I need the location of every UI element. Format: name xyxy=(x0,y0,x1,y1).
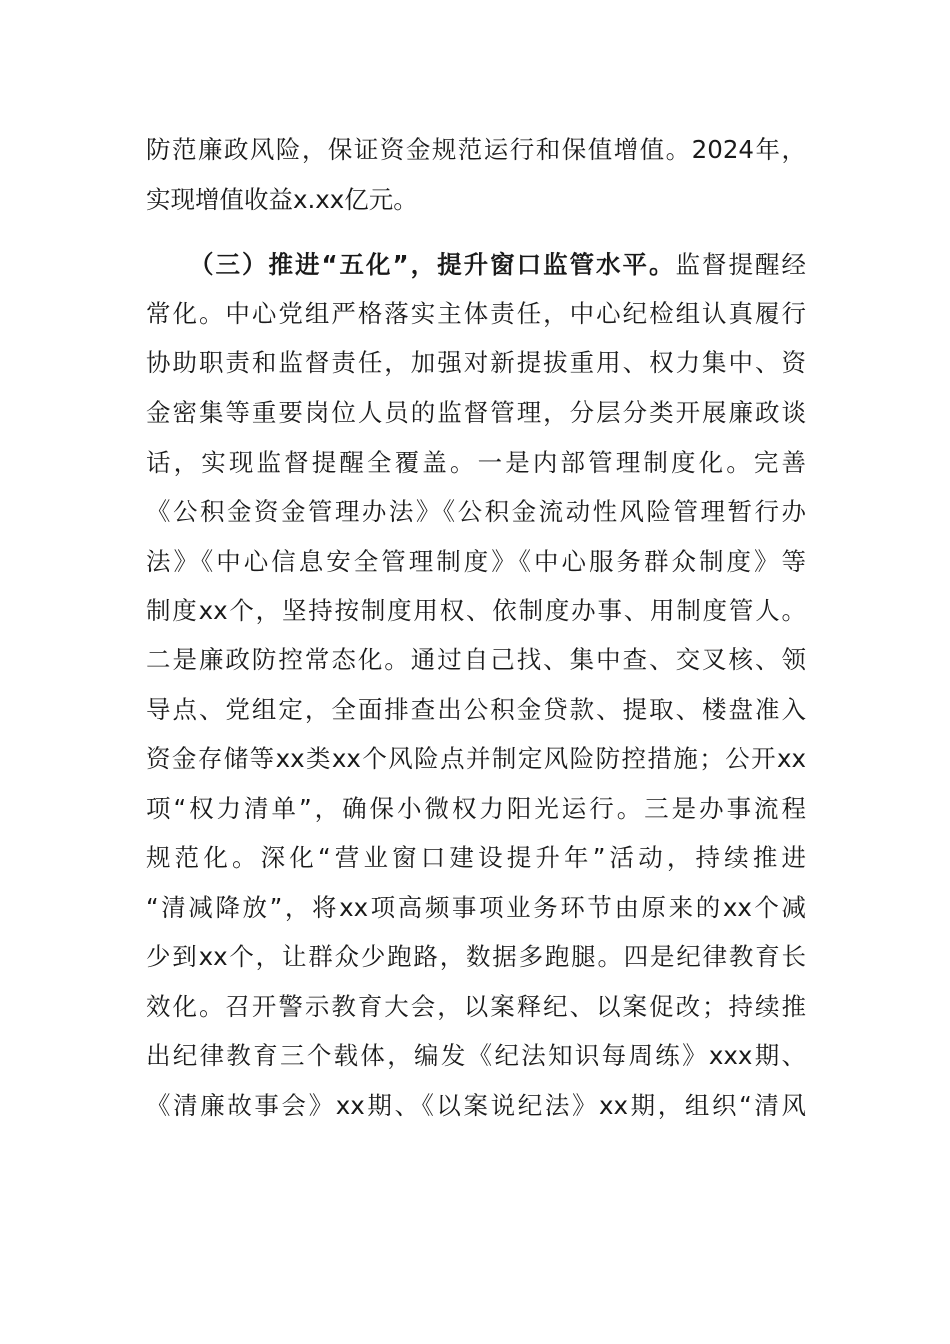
paragraph-2-line-14: “清减降放”，将xx项高频事项业务环节由原来的xx个减 xyxy=(146,893,806,922)
paragraph-2-line-3: 协助职责和监督责任，加强对新提拔重用、权力集中、资 xyxy=(146,348,806,377)
paragraph-2-line-15: 少到xx个，让群众少跑路，数据多跑腿。四是纪律教育长 xyxy=(146,942,806,971)
paragraph-2-line-7: 法》《中心信息安全管理制度》《中心服务群众制度》等 xyxy=(146,547,806,576)
paragraph-2-line-16: 效化。召开警示教育大会，以案释纪、以案促改；持续推 xyxy=(146,992,806,1021)
paragraph-2-line-13: 规范化。深化“营业窗口建设提升年”活动，持续推进 xyxy=(146,843,806,872)
paragraph-2-line-6: 《公积金资金管理办法》《公积金流动性风险管理暂行办 xyxy=(146,497,806,526)
paragraph-2-line-8: 制度xx个，坚持按制度用权、依制度办事、用制度管人。 xyxy=(146,596,806,625)
paragraph-2-line-12: 项“权力清单”，确保小微权力阳光运行。三是办事流程 xyxy=(146,794,806,823)
paragraph-1-line-2: 实现增值收益x.xx亿元。 xyxy=(146,185,418,214)
paragraph-2-line-18: 《清廉故事会》xx期、《以案说纪法》xx期，组织“清风 xyxy=(146,1091,806,1120)
paragraph-2-line-9: 二是廉政防控常态化。通过自己找、集中查、交叉核、领 xyxy=(146,645,806,674)
paragraph-2-line-4: 金密集等重要岗位人员的监督管理，分层分类开展廉政谈 xyxy=(146,398,806,427)
section-heading: （三）推进“五化”，提升窗口监管水平。 xyxy=(189,250,676,279)
paragraph-2-line-10: 导点、党组定，全面排查出公积金贷款、提取、楼盘准入 xyxy=(146,695,806,724)
paragraph-2-line-2: 常化。中心党组严格落实主体责任，中心纪检组认真履行 xyxy=(146,299,806,328)
paragraph-2-line-1 xyxy=(189,245,806,285)
paragraph-2-line-17: 出纪律教育三个载体，编发《纪法知识每周练》xxx期、 xyxy=(146,1041,806,1070)
paragraph-2-line-1-rest: 监督提醒经 xyxy=(675,250,807,279)
paragraph-2-line-5: 话，实现监督提醒全覆盖。一是内部管理制度化。完善 xyxy=(146,448,806,477)
paragraph-1-line-1: 防范廉政风险，保证资金规范运行和保值增值。2024年， xyxy=(146,135,806,164)
paragraph-2-line-11: 资金存储等xx类xx个风险点并制定风险防控措施；公开xx xyxy=(146,744,806,773)
